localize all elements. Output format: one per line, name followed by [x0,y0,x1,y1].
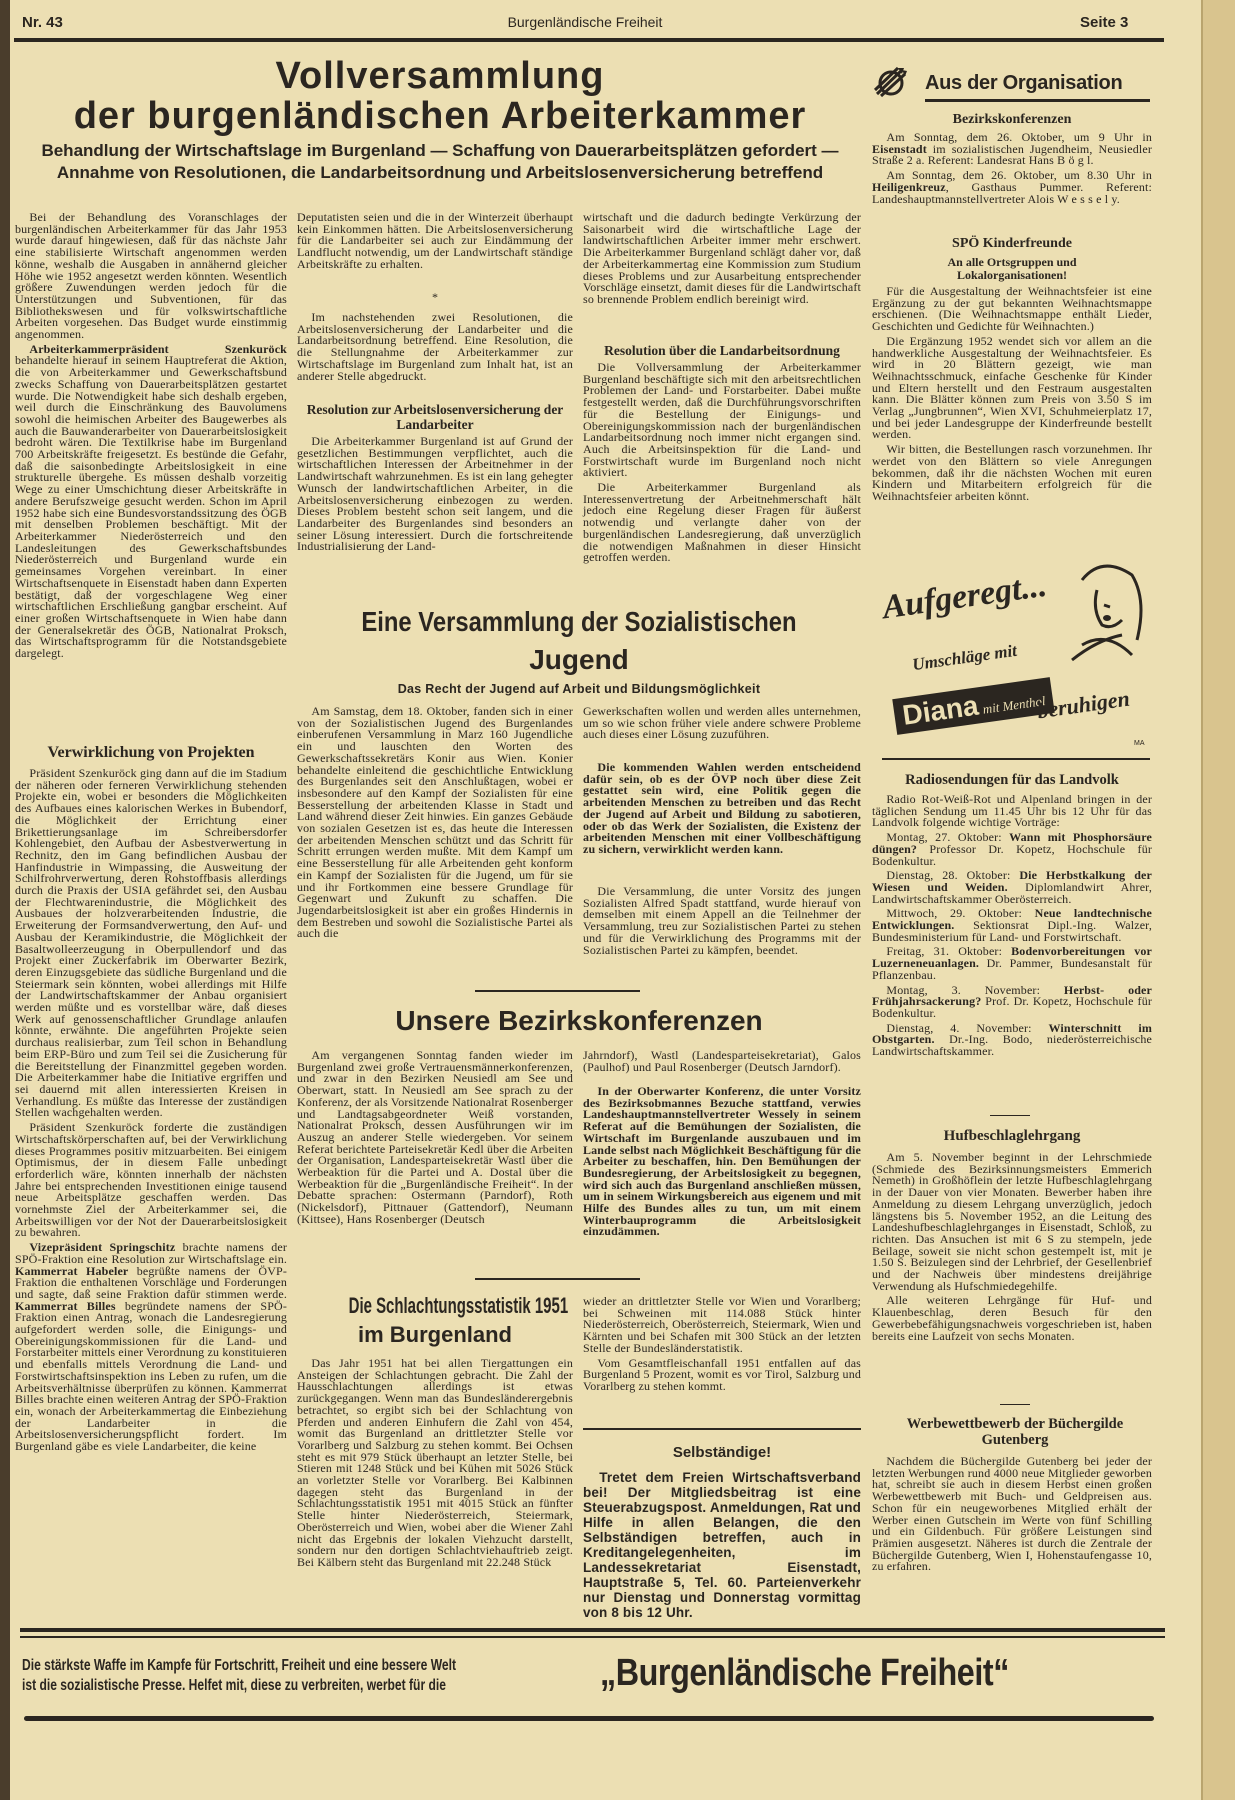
kinderfreunde-heading: SPÖ Kinderfreunde [952,236,1072,251]
banner-rule-top-thin [20,1636,1165,1638]
text: Freitag, 31. Oktober: [886,944,1012,959]
text: Die Arbeiterkammer Burgenland ist auf Grund der gesetzlichen Bestimmungen verpflichtet, auch die wirtschaftlichen Interessen der Arbeitnehmer in der Landwirtschaft wahrzunehmen. Es ist ein lang gehegter Wunsch der landwirtschaftlichen Arbeiter, in die Arbeitslosenversicherung einbezogen zu werden. Dieses Problem besteht schon seit langem, und die Landarbeiter des Burgenlandes sind besonders an seiner Lösung interessiert. Durch die fortschreitende Industrialisierung der Land- [297,434,573,554]
resolutions-intro [297,312,573,396]
paragraph [872,908,1152,943]
selbstaendige-text [583,1470,861,1620]
paragraph [872,333,1152,442]
jugend-text-right-bold [583,762,861,884]
bold-text: Wann mit Phosphorsäure düngen? [872,830,1152,856]
text: Dr. Pammer, Bundesanstalt für Pflanzenbau. [872,956,1152,982]
bezirk-headline: Unsere Bezirkskonferenzen [395,1005,763,1036]
section-divider [475,1278,640,1280]
gilde-heading: Werbewettbewerb der Büchergilde Gutenberg [906,1416,1124,1448]
bold-text: Kammerrat Habeler [15,1263,129,1278]
text: Dienstag, 28. Oktober: [886,868,1020,883]
paragraph [583,1296,861,1355]
text: Die Arbeiterkammer Burgenland als Interessenvertretung der Arbeitnehmerschaft hält jedoch eine Regelung dieser Fragen für äußerst notwendig und verlangte daher von der burgenländischen Landesregierung, daß unverzüglich die notwendigen Maßnahmen in dieser Hinsicht getroffen werden. [583,480,861,565]
jugend-headline-line1-wrap [297,604,861,640]
issue-number: Nr. 43 [22,14,63,31]
woman-illustration-icon [1052,560,1152,670]
text: Tretet dem Freien Wirtschaftsverband bei! Der Mitgliedsbeitrag ist eine Steuerabzugspost. Anmeldungen, Rat und Hilfe in allen Belangen, die den Selbständigen betreffen, auch in Kreditangelegenheiten, im Landessekretariat Eisenstadt, Hauptstraße 5, Tel. 60. Parteienverkehr nur Dienstag und Donnerstag vormittag von 8 bis 12 Uhr. [583,1470,861,1620]
text: Alle weiteren Lehrgänge für Huf- und Klauenbeschlag, deren Besuch für den Gewerbebefähigungsnachweis vorgeschrieben ist, haben bereits eine Laufzeit von sechs Monaten. [872,1293,1152,1343]
bold-text: Arbeiterkammerpräsident Szenkuröck [29,341,287,356]
text: wieder an drittletzter Stelle vor Wien und Vorarlberg; bei Schweinen mit 114.088 Stück hinter Niederösterreich, Oberösterreich, Steiermark, Wien und Kärnten und bei Schafen mit 300 Stück an der letzten Stelle der Bundesländerstatistik. [583,1294,861,1355]
main-article-col2-top [297,212,573,284]
text: Am Sonntag, dem 26. Oktober, um 8.30 Uhr in [886,168,1152,183]
text: brachte namens der SPÖ-Fraktion eine Resolution zur Wirtschaftslage ein. [15,1240,288,1266]
text: Die Versammlung, die unter Vorsitz des jungen Sozialisten Alfred Spadt stattfand, wurde hierauf von demselben mit einem Appell an die Teilnehmer der Versammlung, treu zur Sozialistischen Partei zu stehen und für die Verwirklichung des Programms mit der Sozialistischen Partei zu kämpfen, beendet. [583,884,861,957]
paragraph [15,1242,287,1453]
ad-rule [882,758,1150,760]
paragraph [583,362,861,479]
text: Montag, 3. November: [886,982,1064,997]
paragraph [583,482,861,564]
paragraph [583,1050,861,1073]
paragraph [872,870,1152,905]
bold-text: Die Herbstkalkung der Wiesen und Weiden. [872,868,1152,894]
paragraph [872,982,1152,1020]
banner-rule-top [20,1628,1165,1632]
paragraph [15,212,287,341]
text: Am Samstag, dem 18. Oktober, fanden sich in einer von der Sozialistischen Jugend des Burgenlandes einberufenen Versammlung in Marz 160 Jugendliche ein und lauschten den Worten des Gewerkschaftssekretärs Konir aus Wien. Konier behandelte einleitend die geschichtliche Entwicklung des Burgenlandes seit den Anschlußtagen, wobei er insbesondere auf den Kampf der Sozialisten für eine Besserstellung der arbeitenden Klasse in Stadt und Land während dieser Zeit hinwies. Ein ganzes Gebäude von sozialen Gesetzen ist es, das heute die Interessen der arbeitenden Menschen schützt und das Schritt für Schritt errungen werden mußte. Mit dem Kampf um eine Besserstellung für alle Arbeitenden geht konform ein Kampf der Sozialisten für die Jugend, um für sie und ihr Fortkommen eine bessere Grundlage für Gegenwart und Zukunft zu schaffen. Die Jugendarbeitslosigkeit ist aber ein großes Hindernis in dem Bestreben und sowohl die Sozialistische Partei als auch die [297,704,573,941]
paragraph [583,212,861,306]
separator-asterisk: * [432,290,438,304]
text: behandelte hierauf in seinem Hauptreferat die Aktion, die von Arbeiterkammer und Gewerkschaftsbund zwecks Schaffung von Dauerarbeitsplätzen gestartet wurde. Die Notwendigkeit habe sich deshalb ergeben, weil durch die Einschränkung des Bauvolumens sowohl die heimischen Arbeiter des Baugewerbes als auch die Bauwanderarbeiter von Dauerarbeitslosigkeit bedroht wären. Die Textilkrise habe im Burgenland 700 Arbeitskräfte freigesetzt. Es bestünde die Gefahr, daß die saisonbedingte Arbeitslosigkeit in eine strukturelle übergehe. Es müssen deshalb vorzeitig Wege zu einer Umschichtung dieser Arbeitskräfte in andere Berufszweige gesucht werden. Schon im April 1952 habe sich eine Bundesvorstandssitzung des ÖGB mit denselben Problemen beschäftigt. Mit der Arbeiterkammer Niederösterreich und den Landesleitungen des Gewerkschaftsbundes Niederösterreich und Burgenland wurde ein gemeinsames Vorgehen vereinbart. In einer Wirtschaftsenquete in Eisenstadt haben dann Experten bestätigt, daß der vorgeschlagene Weg einer wirtschaftlichen Erschließung gangbar erscheint. Auf einer großen Wirtschaftsenquete in Wien habe dann der Generalsekretär des ÖGB, Nationalrat Proksch, das Wirtschaftsprogramm für die Notstandsgebiete dargelegt. [15,353,287,661]
resolution2-text [583,362,861,576]
spoe-arrows-logo-icon [874,66,908,98]
text: Für die Ausgestaltung der Weihnachtsfeier ist eine Ergänzung zu der gut bekannten Weihnachtsmappe erschienen. (Die Weihnachtsmappe enthält Lieder, Geschichten und Gedichte für Weihnachten.) [872,284,1152,334]
kinderfreunde-subheading: An alle Ortsgruppen und Lokalorganisationen! [947,255,1077,282]
huf-heading: Hufbeschlaglehrgang [943,1128,1081,1144]
text: Die Vollversammlung der Arbeiterkammer Burgenland beschäftigte sich mit den arbeitsrechtlichen Problemen der Land- und Forstarbeiter. Dabei mußte festgestellt werden, daß die Durchführungsvorschriften für die Bestellung der Einigungs- und Obereinigungskommission nach der burgenländischen Landarbeitsordnung noch immer nicht ergangen sind. Auch die Arbeitsinspektion für die Land- und Forstwirtschaft wurde im Burgenland noch nicht aktiviert. [583,360,861,480]
schlacht-headline-line1-wrap [297,1292,573,1319]
text: Die Ergänzung 1952 wendet sich vor allem an die handwerkliche Ausgestaltung der Weihnachtsfeier. Es wird in 20 Blättern gezeigt, wie man Weihnachtsschmuck, einfache Geschenke für Kinder und Eltern herstellt und den Festraum ausgestalten kann. Die Blätter können zum Preis von 3.50 S im Verlag „Jungbrunnen“, Wien XVI, Schuhmeierplatz 17, und bei jeder Landesgruppe der Kinderfreunde bestellt werden. [872,333,1152,442]
text: Am Sonntag, dem 26. Oktober, um 9 Uhr in [886,130,1152,144]
bezirk-text-right-bold [583,1086,861,1260]
resolution1-text-cont [583,212,861,328]
text: Mittwoch, 29. Oktober: [886,906,1035,921]
paragraph [872,832,1152,867]
bold-text: Bodenvorbereitungen vor Luzerneneuanlagen. [872,944,1152,971]
paragraph [872,794,1152,829]
text: Prof. Dr. Kopetz, Hochschule für Bodenkultur. [872,994,1152,1020]
text: Bei der Behandlung des Voranschlages der burgenländischen Arbeiterkammer für das Jahr 1953 wurde darauf hingewiesen, daß für das nächste Jahr eine stabilisierte Wirtschaft angenommen werden könne, weshalb die Ausgaben in annähernd gleicher Höhe wie 1952 angesetzt werden könnten. Wesentlich größere Zuwendungen werden jedoch für die Unterstützungen und Subventionen, für das Bibliothekswesen und für volkswirtschaftliche Arbeiten vorgesehen. Das Budget wurde einstimmig angenommen. [15,210,287,342]
text: Das Jahr 1951 hat bei allen Tiergattungen ein Ansteigen der Schlachtungen gebracht. Die Zahl der Hausschlachtungen allerdings ist etwas zurückgegangen. Wenn man das Bundesländerergebnis betrachtet, so ergibt sich bei der Schlachtung von Pferden und anderen Einhufern die Zahl von 454, womit das Burgenland an drittletzter Stelle vor Vorarlberg und Salzburg zu stehen kommt. Bei Ochsen steht es mit 979 Stück überhaupt an letzter Stelle, bei Stieren mit 1248 Stück und bei Kühen mit 5026 Stück an vorletzter Stelle vor Vorarlberg. Bei Kalbinnen dagegen steht das Burgenland in der Schlachtungsstatistik 1951 mit 4015 Stück an fünfter Stelle hinter Niederösterreich, Steiermark, Oberösterreich und Wien, wobei aber die Wiener Zahl nicht das Ergebnis der lokalen Viehzucht darstellt, sondern nur den dortigen Schlachtviehauftrieb zeigt. Bei Kälbern steht das Burgenland mit 22.248 Stück [297,1356,573,1569]
text: Professor Dr. Kopetz, Hochschule für Bodenkultur. [872,841,1152,868]
paragraph [872,1295,1152,1342]
paragraph [583,1086,861,1238]
huf-text [872,1152,1152,1396]
jugend-text-right-cont [583,706,861,758]
bezirk-text-left [297,1050,573,1260]
text: Im nachstehenden zwei Resolutionen, die Arbeitslosenversicherung der Landarbeiter und die Landarbeitsordnung betreffend. Eine Resolution, die die Stellungnahme der Arbeiterkammer zur Wirtschaftslage im Burgenland zum Inhalt hat, ist an anderer Stelle abgedruckt. [297,310,573,383]
schlacht-text-left [297,1358,573,1610]
paragraph [872,286,1152,333]
text: , Gasthaus Pummer. Referent: Landeshauptmannstellvertreter Alois W e s s e l y. [872,179,1152,206]
ad-brand-suffix: mit Menthol [981,693,1047,717]
paragraph [15,768,287,1119]
masthead: Burgenländische Freiheit [507,14,663,30]
text: Wir bitten, die Bestellungen rasch vorzunehmen. Ihr werdet von den Blättern so viele Anregungen bekommen, daß ihr die nächsten Wochen mit euren Kindern und Mitarbeitern erfolgreich für die Weihnachtsfeier arbeiten könnt. [872,442,1152,503]
paragraph [583,762,861,856]
bold-text: Kammerrat Billes [15,1298,116,1313]
text: Am vergangenen Sonntag fanden wieder im Burgenland zwei große Vertrauensmännerkonferenzen, und zwar in den Bezirken Neusiedl am See und Oberwart, statt. In Neusiedl am See sprach zu der Konferenz, der als Vorsitzende Nationalrat Rosenberger und Landtagsabgeordneter Weiß vorstanden, Nationalrat Proksch, dessen Ausführungen wir im Auszug an anderer Stelle wiedergeben. Vor seinem Referat berichtete Parteisekretär Kedl über die Arbeiten der Organisation, Landesparteisekretär Wastl über die Werbeaktion für die Partei und A. Dostal über die Werbeaktion für die „Burgenländische Freiheit“. In der Debatte sprachen: Ostermann (Parndorf), Roth (Nickelsdorf), Pittnauer (Gattendorf), Neumann (Kittsee), Hans Rosenberger (Deutsch [297,1048,574,1226]
resolution1-heading: Resolution zur Arbeitslosenversicherung der Landarbeiter [306,402,564,432]
jugend-headline-line2: Jugend [529,644,629,675]
text: im sozialistischen Jugendheim, Neusiedler Straße 2 a. Referent: Landesrat Hans B ö g l. [872,141,1152,168]
banner-text [22,1656,456,1696]
text: Nachdem die Büchergilde Gutenberg bei jeder der letzten Werbungen rund 4000 neue Mitglieder geworben hat, schreibt sie auch in diesem Herbst einen großen Werbewettbewerb mit Buch- und Geldpreisen aus. Schon für ein neugeworbenes Mitglied erhält der Werber einen Gutschein im Werte von fünf Schilling und ein Gildenbuch. Für größere Leistungen sind Prämien ausgesetzt. Näheres ist durch die Zentrale der Büchergilde Gutenberg, Wien I, Hohenstaufengasse 10, zu erfahren. [872,1454,1152,1574]
jugend-subheadline: Das Recht der Jugend auf Arbeit und Bildungsmöglichkeit [397,682,761,696]
ad-brand-box [892,677,1055,735]
text: Sektionsrat Dipl.-Ing. Walzer, Bundesministerium für Land- und Forstwirtschaft. [872,918,1152,944]
resolution1-text [297,436,573,576]
banner-line2: ist die sozialistische Presse. Helfet mit, diese zu verbreiten, werbet für die [22,1677,446,1694]
paragraph [872,946,1152,981]
paragraph [583,706,861,741]
paragraph [872,444,1152,503]
paragraph [872,132,1152,167]
text: Am 5. November beginnt in der Lehrschmiede (Schmiede des Bezirksinnungsmeisters Emmerich Nemeth) in Großhöflein der letzte Hufbeschlaglehrgang in der Dauer von vier Monaten. Bewerber haben ihre Anmeldung zu diesem Lehrgang unverzüglich, jedoch längstens bis 5. November 1952, an die Leitung des Landeshufbeschlaglehrganges in Eisenstadt, Schloß, zu richten. Das Ansuchen ist mit 6 S zu stempeln, jede Beilage, soweit sie nicht schon gestempelt ist, mit je 1.50 S. Beizulegen sind der Lehrbrief, der Gesellenbrief und der Nachweis über mindestens dreijährige Verwendung als Hufschmiedegehilfe. [872,1150,1152,1293]
text: Montag, 27. Oktober: [886,830,1010,845]
page-bottom-rule [24,1716,1154,1721]
paragraph [297,706,573,940]
bold-text: Winterschnitt im Obstgarten. [872,1020,1152,1047]
paragraph [297,1050,573,1226]
banner-line1: Die stärkste Waffe im Kampfe für Fortschritt, Freiheit und eine bessere Welt [22,1657,457,1674]
main-article-col1-bottom [15,768,287,1610]
text: Jahrndorf), Wastl (Landesparteisekretariat), Galos (Paulhof) und Paul Rosenberger (Deutsch Jarndorf). [583,1048,861,1074]
bold-text: Herbst- oder Frühjahrsackerung? [872,982,1152,1009]
org-title-rule [925,99,1150,102]
main-headline-line1: Vollversammlung [275,55,605,97]
main-subheadline: Behandlung der Wirtschaftslage im Burgenland — Schaffung von Dauerarbeitsplätzen gefordert — Annahme von Resolutionen, die Landarbeitsordnung und Arbeitslosenversicherung betreffend [41,141,839,182]
paragraph [15,341,287,661]
schlacht-headline-line2: im Burgenland [357,1322,512,1347]
text: begrüßte namens der ÖVP-Fraktion die enthaltenen Vorschläge und Forderungen und sagte, daß seine Fraktion dafür stimmen werde. [15,1263,288,1301]
text: Radio Rot-Weiß-Rot und Alpenland bringen in der täglichen Sendung um 11.45 Uhr bis 12 Uhr für das Landvolk folgende wichtige Vorträge: [872,792,1152,830]
text: wirtschaft und die dadurch bedingte Verkürzung der Saisonarbeit wird die wirtschaftliche Lage der landwirtschaftlichen Arbeiter immer mehr erschwert. Die Arbeiterkammer Burgenland schlägt daher vor, daß der Arbeiterkammertag eine Kommission zum Studium dieses Problems und zur Ausarbeitung entsprechender Vorschläge einsetzt, damit dieses für die Landwirtschaft so brennende Problem endlich bereinigt wird. [583,210,861,306]
selbstaendige-heading: Selbständige! [672,1444,772,1461]
paragraph [297,1358,573,1569]
bold-text: Vizepräsident Springschitz [29,1240,176,1255]
ad-brand: Diana [900,689,981,731]
kinderfreunde-text [872,286,1152,540]
paragraph [297,312,573,382]
text: Vom Gesamtfleischanfall 1951 entfallen auf das Burgenland 5 Prozent, womit es vor Tirol, Salzburg und Vorarlberg zu stehen kommt. [583,1355,861,1393]
ad-headline: Aufgeregt... [880,566,1049,627]
paragraph [297,212,573,271]
jugend-text-left [297,706,573,980]
text: Gewerkschaften wollen und werden alles unternehmen, um so wie schon früher viele andere schwere Probleme auch dieses einer Lösung zuzuführen. [583,704,861,742]
radio-heading: Radiosendungen für das Landvolk [905,772,1119,788]
resolution2-heading: Resolution über die Landarbeitsordnung [604,343,840,358]
section-divider [475,990,640,992]
jugend-text-right-end [583,886,861,980]
schlacht-text-right [583,1296,861,1416]
jugend-headline-line1: Eine Versammlung der Sozialistischen [361,606,797,637]
paragraph [15,1122,287,1239]
text: begründete namens der SPÖ-Fraktion einen Antrag, wonach die Landesregierung aufgefordert werden solle, die Einigungs- und Obereinigungskommissionen für die Land- und Forstarbeiter mittels einer Verordnung zu konstituieren und ebenfalls mittels Verordnung die Land- und Forstwirtschaftsinspektion ins Leben zu rufen, um die Arbeitsverhältnisse überprüfen zu können. Kammerrat Billes brachte einen weiteren Antrag der SPÖ-Fraktion ein, wonach der Arbeiterkammertag die Einbeziehung der Landarbeiter in die Arbeitslosenversicherungspflicht fordert. Im Burgenland gäbe es viele Landarbeiter, die keine [15,1298,287,1454]
org-bezirk-text [872,132,1152,228]
page-number: Seite 3 [1080,14,1129,31]
ad-line2: Umschläge mit [911,640,1019,675]
ad-line3: beruhigen [1035,685,1132,724]
page-binding-edge [0,0,10,1800]
section-divider [990,1115,1030,1116]
ad-signature: MA [1134,740,1145,747]
text: Die kommenden Wahlen werden entscheidend dafür sein, ob es der ÖVP noch über diese Zeit gestattet sein wird, eine Politik gegen die arbeitenden Menschen zu betreiben und das Recht der Jugend auf Arbeit und Bildung zu sabotieren, oder ob das Werk der Sozialisten, die Existenz der arbeitenden Menschen mit einer Vollbeschäftigung zu sichern, verwirklicht werden kann. [583,760,861,856]
org-section-title: Aus der Organisation [925,72,1123,94]
section-divider [1000,1404,1030,1405]
page-right-edge [1201,0,1235,1800]
paragraph [583,1355,861,1393]
gilde-text [872,1456,1152,1606]
main-article-col1-top [15,212,287,724]
text: Präsident Szenkuröck ging dann auf die im Stadium der näheren oder ferneren Verwirklichung stehenden Projekte ein, wobei er besonders die Möglichkeiten des Aufbaues eines kalorischen Werkes in Bubendorf, die Möglichkeit der Errichtung einer Brikettierungsanlage im Schreibersdorfer Kohlengebiet, den Aufbau der Asbestverwertung in Rechnitz, den im Gang befindlichen Ausbau der Hanfindustrie in Wimpassing, die Ausweitung der Schilfrohrverwertung, deren Rohstoffbasis allerdings durch die Praxis der USIA gefährdet sei, den Ausbau der Flechtwarenindustrie, die Möglichkeit des Ausbaues der holzverarbeitenden Industrie, die Erweiterung der Formsandverwertung, den Auf- und Ausbau der Keramikindustrie, die Möglichkeit der Basaltwolleerzeugung in Oberpullendorf und das Projekt einer Zuckerfabrik im Oberwarter Bezirk, deren Einzugsgebiete das südliche Burgenland und die Steiermark sein könnten, wobei allerdings mit Hilfe der Landwirtschaftskammer der Anbau organisiert werden müßte und es vorstellbar wäre, daß dieses Werk auf genossenschaftlicher Grundlage anlaufen könnte, erwähnte. Die angeführten Projekte seien durchaus realisierbar, zum Teil schon in Behandlung beim ERP-Büro und zum Teil sei die Zusicherung für die Bereitstellung der Finanzmittel gegeben worden. Die Arbeiterkammer habe die Initiative ergriffen und sei dauernd mit allen interessierten Kreisen in Verhandlung. Es müßte das Interesse der zuständigen Stellen wachgehalten werden. [15,766,287,1120]
radio-text [872,794,1152,1094]
text: Dienstag, 4. November: [886,1020,1049,1035]
paragraph [583,886,861,956]
bold-text: Heiligenkreuz [872,179,946,194]
paragraph [872,170,1152,205]
text: Dr.-Ing. Bodo, niederösterreichische Landwirtschaftskammer. [872,1032,1152,1059]
paragraph [297,436,573,553]
text: In der Oberwarter Konferenz, die unter Vorsitz des Bezirksobmannes Bezuche stattfand, verwies Landeshauptmannstellvertreter Wessely in seinem Referat auf die Bemühungen der Sozialisten, die Wirtschaft im Burgenlande auszubauen und im Lande selbst nach Möglichkeit Beschäftigung für die Arbeiter zu beschaffen, hin. Den Bemühungen der Bundesregierung, der Arbeitslosigkeit zu begegnen, wird sich auch das Burgenland anschließen müssen, um in seinem Wirkungsbereich aus eigenem und mit Hilfe des Bundes alles zu tun, um mit einem Winterbauprogramm die Arbeitslosigkeit einzudämmen. [583,1084,861,1239]
section-divider [583,1428,861,1430]
bold-text: Neue landtechnische Entwicklungen. [872,906,1152,933]
org-bezirk-heading: Bezirkskonferenzen [952,112,1072,127]
header-rule [14,38,1164,42]
text: Diplomlandwirt Ahrer, Landwirtschaftskammer Oberösterreich. [872,879,1152,906]
paragraph [872,1152,1152,1292]
paragraph [583,1470,861,1620]
bold-text: Eisenstadt [872,141,927,156]
banner-paper-name: „Burgenländische Freiheit“ [600,1652,1009,1694]
diana-advertisement [872,560,1152,756]
main-headline-line2: der burgenländischen Arbeiterkammer [73,95,807,137]
text: Deputatisten seien und die in der Winterzeit überhaupt kein Einkommen hätten. Die Arbeitslosenversicherung für die Landarbeiter sei auch zur Eindämmung der Landflucht notwendig, um der Landwirtschaft ständige Arbeitskräfte zu erhalten. [297,210,573,271]
paragraph [872,1020,1152,1059]
text: Präsident Szenkuröck forderte die zuständigen Wirtschaftskörperschaften auf, bei der Verwirklichung dieses Programmes positiv mitzuarbeiten. Bei einigem Optimismus, der in diesem Falle unbedingt erforderlich wäre, könnten innerhalb der nächsten Jahre bei entsprechenden Investitionen einige tausend neue Arbeitsplätze geschaffen werden. Das vornehmste Ziel der Arbeiterkammer sei, die Arbeitswilligen vor der Not der Dauerarbeitslosigkeit zu bewahren. [15,1120,287,1240]
subheading-projects: Verwirklichung von Projekten [47,744,255,761]
paragraph [872,1456,1152,1573]
schlacht-headline-line1: Die Schlachtungsstatistik 1951 [348,1293,569,1318]
